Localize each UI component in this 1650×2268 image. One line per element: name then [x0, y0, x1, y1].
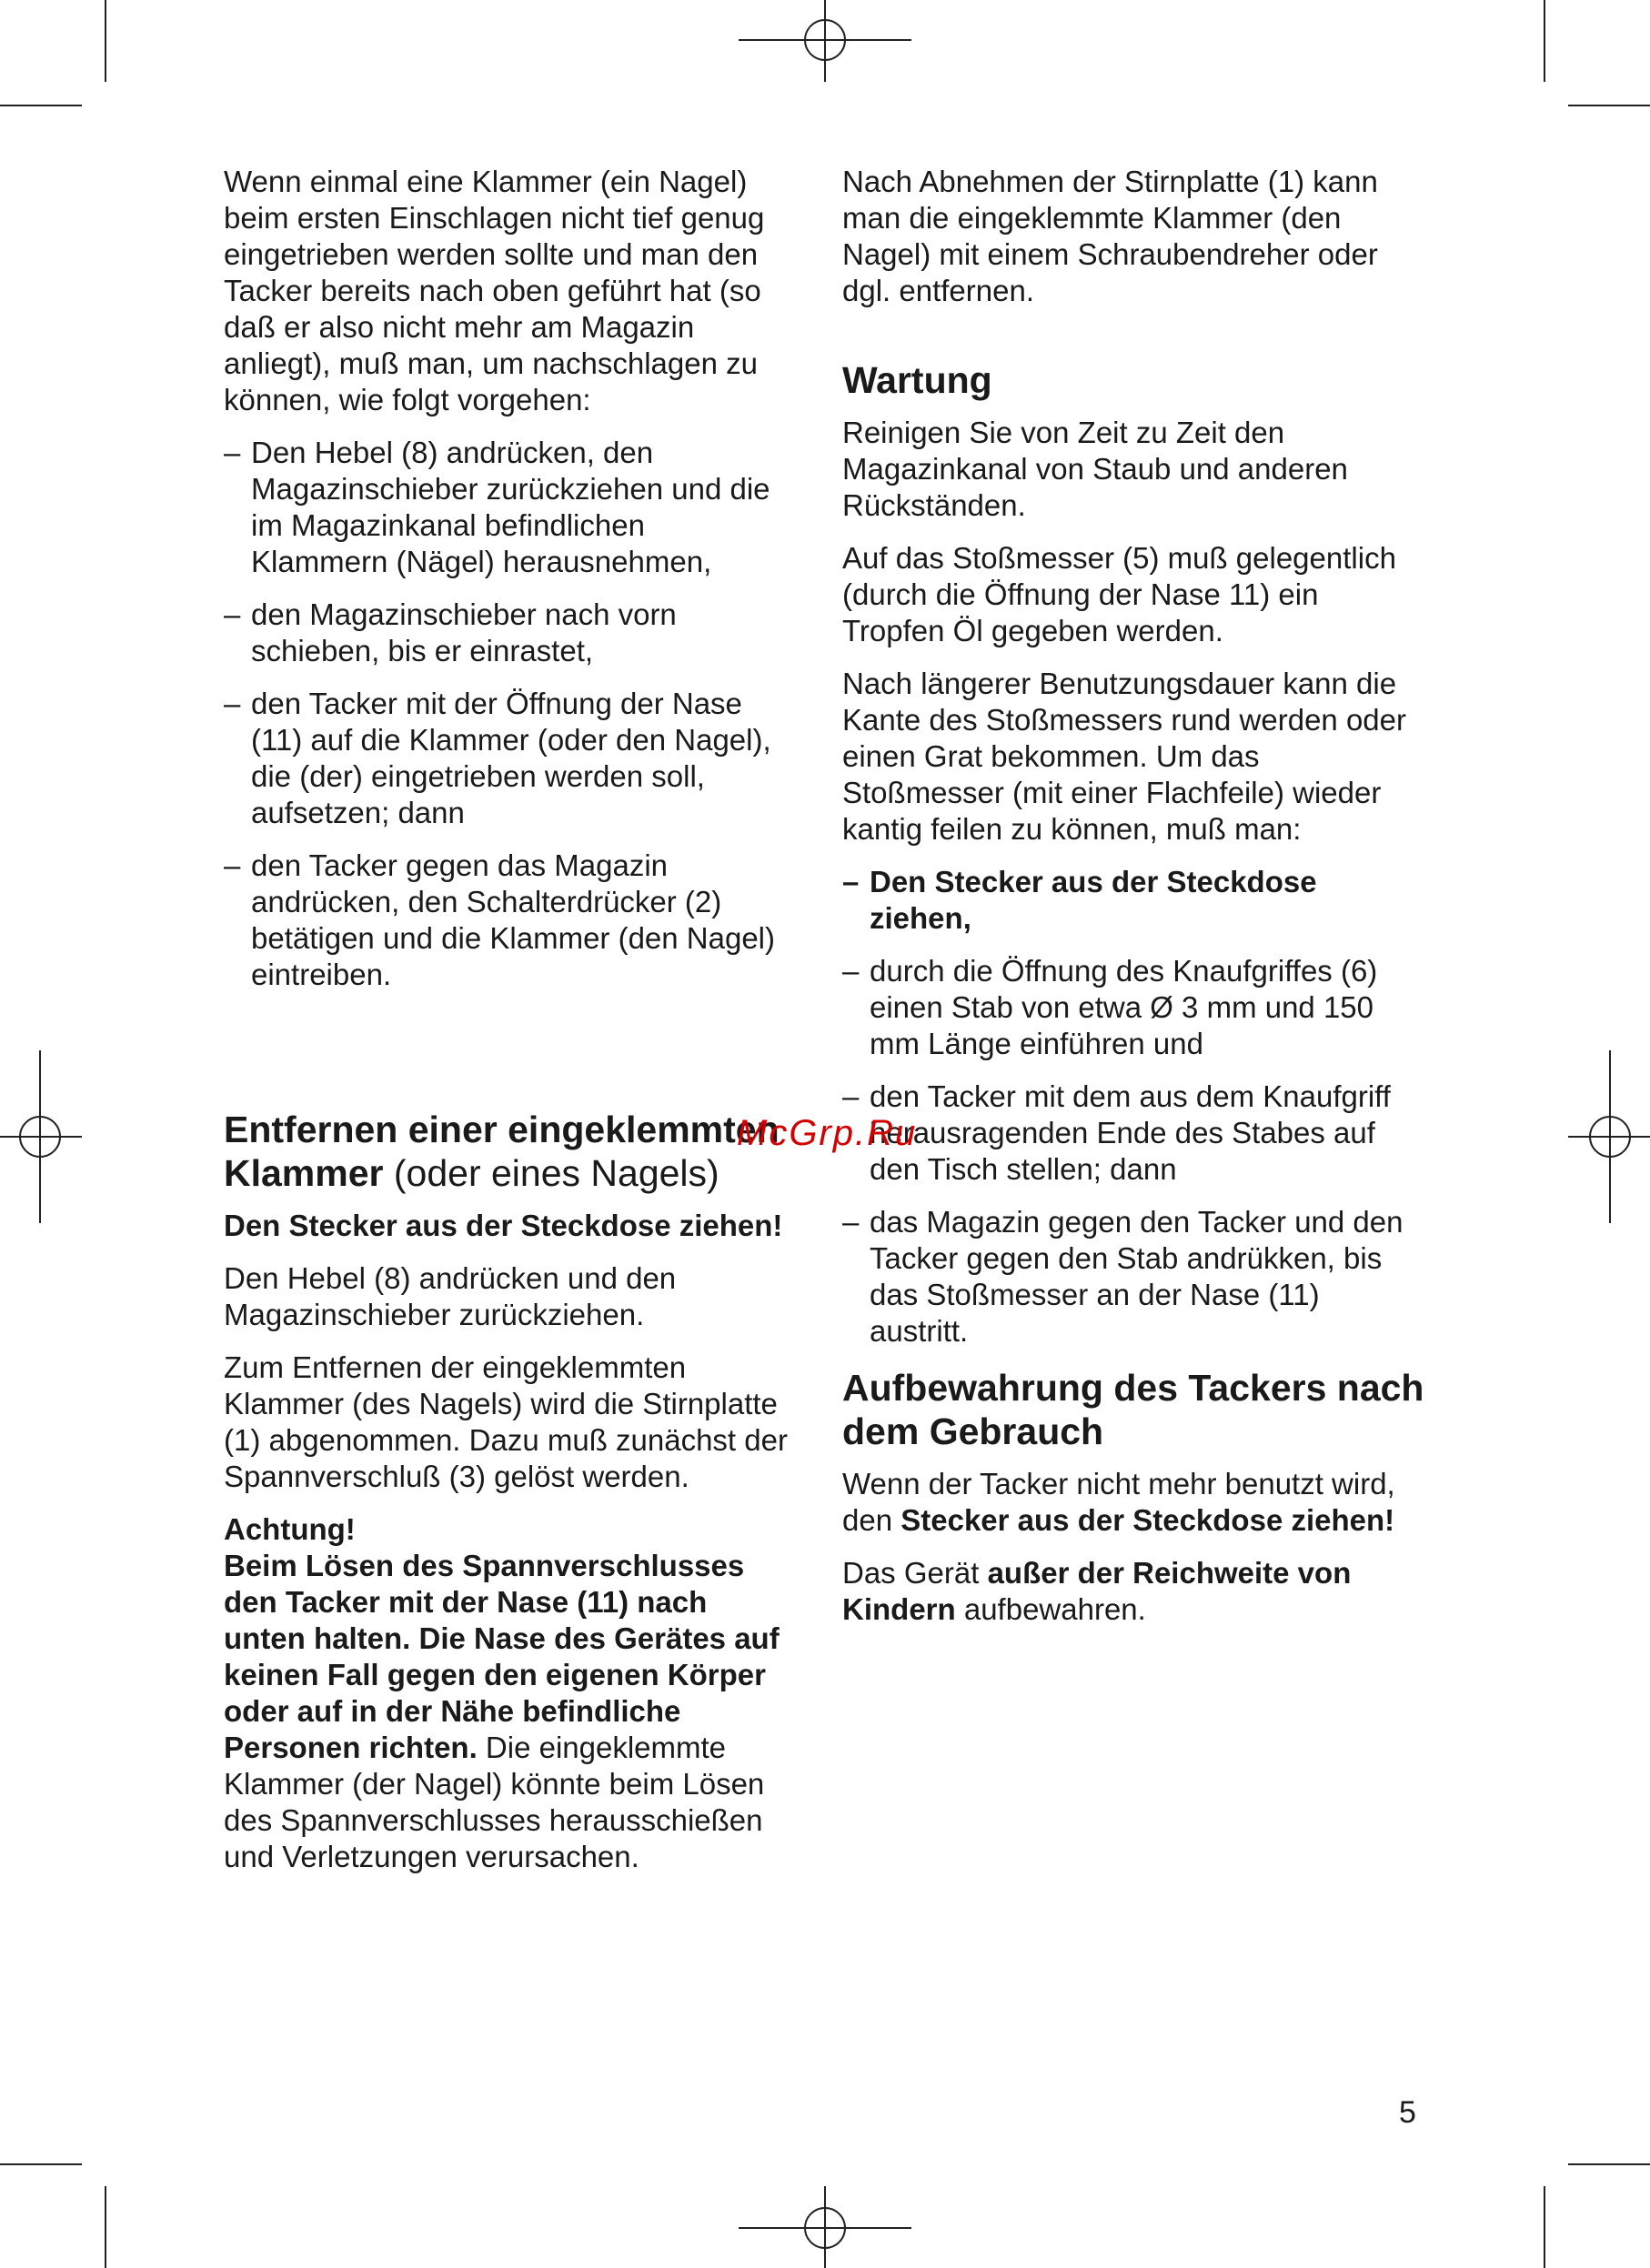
spacer: [842, 326, 1424, 358]
attention-label: Achtung!: [224, 1512, 356, 1546]
list-item: – Den Hebel (8) andrücken, den Magazinschieber zurückziehen und die im Magazinkanal befindlichen Klammern (Nägel) herausnehmen,: [224, 435, 788, 580]
paragraph: Zum Entfernen der eingeklemmten Klammer (des Nagels) wird die Stirnplatte (1) abgenommen. Dazu muß zunächst der Spannverschluß (3) gelöst werden.: [224, 1350, 788, 1493]
list-item: – den Tacker mit dem aus dem Knaufgriff herausragenden Ende des Stabes auf den Tisch stellen; dann: [842, 1079, 1424, 1188]
storage-paragraph-1: [842, 1466, 1424, 1539]
attention-block: [224, 1511, 788, 1875]
list-item: – durch die Öffnung des Knaufgriffes (6) einen Stab von etwa Ø 3 mm und 150 mm Länge einführen und: [842, 953, 1424, 1062]
renail-steps-list: [224, 435, 788, 993]
paragraph: Den Hebel (8) andrücken und den Magazinschieber zurückziehen.: [224, 1261, 677, 1331]
text: Das Gerät: [842, 1556, 980, 1590]
paragraph: Nach längerer Benutzungsdauer kann die Kante des Stoßmessers rund werden oder einen Grat bekommen. Um das Stoßmesser (mit einer Flachfeile) wieder kantig feilen zu können, muß man:: [842, 667, 1406, 846]
right-column: [842, 164, 1424, 1644]
attention-text: Die eingeklemmte Klammer (der Nagel) könnte beim Lösen des Spannverschlusses herausschießen und Verletzungen verursachen.: [224, 1731, 765, 1873]
paragraph: Reinigen Sie von Zeit zu Zeit den Magazinkanal von Staub und anderen Rückständen.: [842, 416, 1348, 522]
section-title-bold: Entfernen einer eingeklemmten Klammer: [224, 1109, 780, 1194]
watermark: McGrp.Ru: [737, 1113, 918, 1153]
left-column: [224, 164, 788, 1892]
section-title-storage: Aufbewahrung des Tackers nach dem Gebrauch: [842, 1367, 1424, 1452]
section-title-maintenance: Wartung: [842, 359, 992, 401]
list-item: – Den Stecker aus der Steckdose ziehen,: [842, 864, 1424, 937]
list-item: – den Tacker mit der Öffnung der Nase (11) auf die Klammer (oder den Nagel), die (der) eingetrieben werden soll, aufsetzen; dann: [224, 686, 788, 831]
storage-paragraph-2: [842, 1555, 1424, 1628]
intro-paragraph: Nach Abnehmen der Stirnplatte (1) kann man die eingeklemmte Klammer (den Nagel) mit einem Schraubendreher oder dgl. entfernen.: [842, 165, 1378, 307]
unplug-warning: Den Stecker aus der Steckdose ziehen!: [224, 1209, 783, 1242]
section-title-light: (oder eines Nagels): [393, 1152, 719, 1194]
sharpening-steps-list: [842, 864, 1424, 1350]
text: aufbewahren.: [963, 1592, 1146, 1626]
text-bold: Stecker aus der Steckdose ziehen!: [900, 1503, 1395, 1537]
spacer: [224, 1009, 788, 1108]
list-item: – den Tacker gegen das Magazin andrücken, den Schalterdrücker (2) betätigen und die Klammer (den Nagel) eintreiben.: [224, 848, 788, 993]
page-number: 5: [1399, 2095, 1416, 2130]
list-item: – das Magazin gegen den Tacker und den Tacker gegen den Stab andrükken, bis das Stoßmesser an der Nase (11) austritt.: [842, 1204, 1424, 1350]
intro-paragraph: Wenn einmal eine Klammer (ein Nagel) beim ersten Einschlagen nicht tief genug eingetrieben werden sollte und man den Tacker bereits nach oben geführt hat (so daß er also nicht mehr am Magazin anliegt), muß man, um nachschlagen zu können, wie folgt vorgehen:: [224, 165, 765, 416]
attention-bold-text: Beim Lösen des Spannverschlusses den Tacker mit der Nase (11) nach unten halten. Die Nase des Gerätes auf keinen Fall gegen den eigenen Körper oder auf in der Nähe befindliche Personen richten.: [224, 1549, 780, 1764]
section-title-jam-removal: [224, 1108, 788, 1195]
text-bold: außer der Reichweite von Kindern: [842, 1556, 1352, 1626]
text: Wenn der Tacker nicht mehr benutzt wird, den: [842, 1467, 1395, 1537]
paragraph: Auf das Stoßmesser (5) muß gelegentlich (durch die Öffnung der Nase 11) ein Tropfen Öl gegeben werden.: [842, 541, 1396, 647]
list-item: – den Magazinschieber nach vorn schieben, bis er einrastet,: [224, 597, 788, 669]
